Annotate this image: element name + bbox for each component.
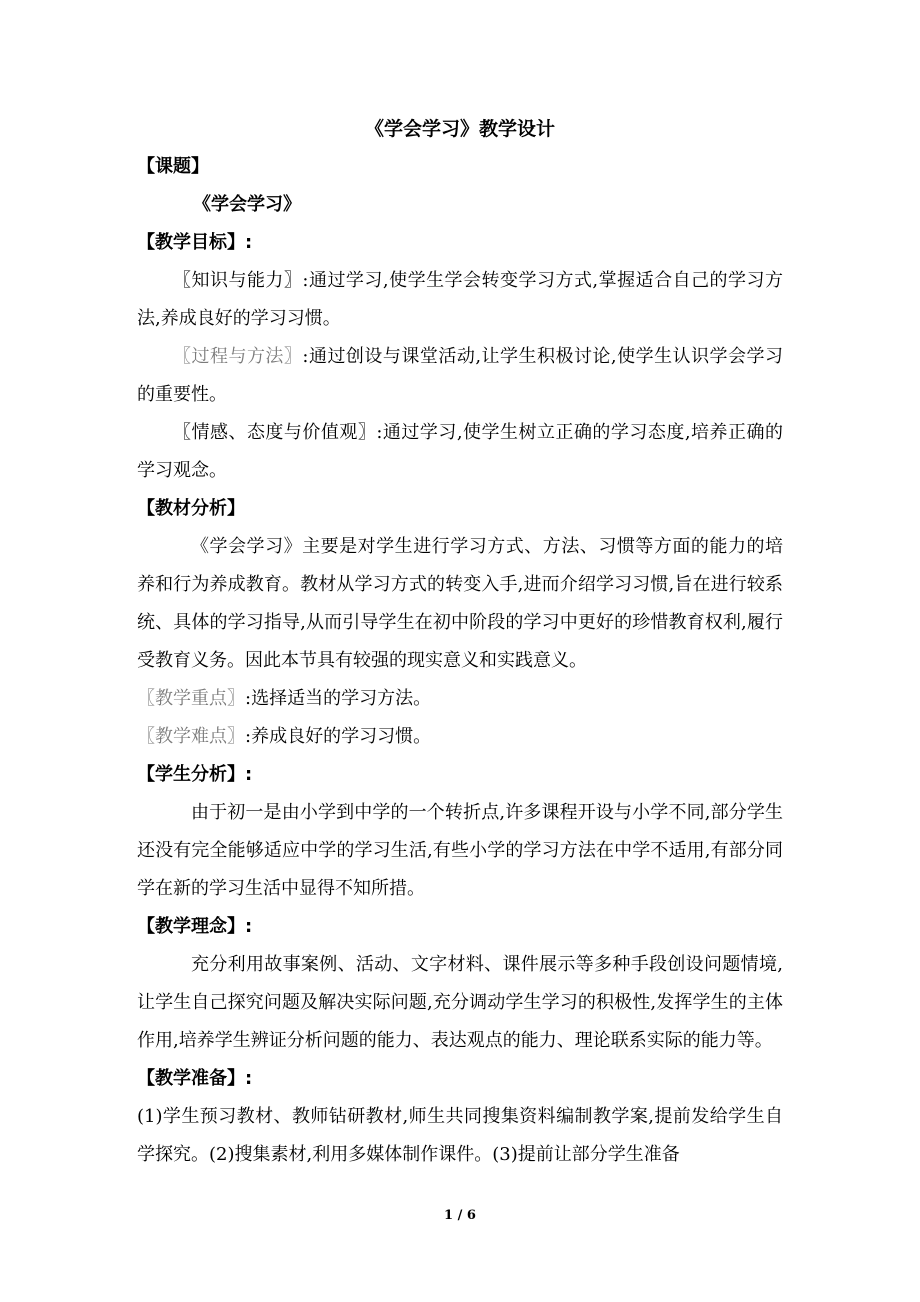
teaching-difficulty-text: :养成良好的学习习惯。 — [245, 726, 432, 747]
teaching-philosophy-text: 充分利用故事案例、活动、文字材料、课件展示等多种手段创设问题情境,让学生自己探究问题及解决实际问题,充分调动学生学习的积极性,发挥学生的主体作用,培养学生辨证分析问题的能力、表达观点的能力、理论联系实际的能力等。 — [137, 954, 783, 1051]
section-heading-students: 【学生分析】: — [137, 764, 253, 785]
section-heading-topic: 【课题】 — [137, 156, 209, 177]
goal-emotion-text: :通过学习,使学生树立正确的学习态度,培养正确的学习观念。 — [137, 422, 784, 481]
goal-knowledge — [137, 262, 783, 338]
teaching-key-text: :选择适当的学习方法。 — [245, 688, 432, 709]
goal-emotion — [137, 414, 783, 490]
student-analysis-text: 由于初一是由小学到中学的一个转折点,许多课程开设与小学不同,部分学生还没有完全能够适应中学的学习生活,有些小学的学习方法在中学不适用,有部分同学在新的学习生活中显得不知所措。 — [137, 802, 783, 899]
section-heading-philosophy: 【教学理念】: — [137, 916, 253, 937]
section-heading-material: 【教材分析】 — [137, 498, 245, 519]
teaching-key-point — [137, 680, 783, 718]
document-body — [137, 116, 783, 1174]
teaching-difficulty-label: 〖教学难点〗 — [137, 726, 245, 747]
goal-process — [137, 338, 783, 414]
goal-process-text: :通过创设与课堂活动,让学生积极讨论,使学生认识学会学习的重要性。 — [137, 346, 784, 405]
teaching-key-label: 〖教学重点〗 — [137, 688, 245, 709]
goal-emotion-label: 〖情感、态度与价值观〗 — [173, 422, 377, 443]
goal-knowledge-text: :通过学习,使学生学会转变学习方式,掌握适合自己的学习方法,养成良好的学习习惯。 — [137, 270, 784, 329]
teaching-preparation-text: (1)学生预习教材、教师钻研教材,师生共同搜集资料编制教学案,提前发给学生自学探究。(2)搜集素材,利用多媒体制作课件。(3)提前让部分学生准备 — [137, 1106, 783, 1165]
material-analysis-text: 《学会学习》主要是对学生进行学习方式、方法、习惯等方面的能力的培养和行为养成教育。教材从学习方式的转变入手,进而介绍学习习惯,旨在进行较系统、具体的学习指导,从而引导学生在初中阶段的学习中更好的珍惜教育权利,履行受教育义务。因此本节具有较强的现实意义和实践意义。 — [137, 536, 783, 671]
goal-knowledge-label: 〖知识与能力〗 — [173, 270, 303, 291]
page-number: 1 / 6 — [444, 1208, 476, 1223]
document-title: 《学会学习》教学设计 — [364, 118, 555, 140]
section-heading-preparation: 【教学准备】: — [137, 1068, 253, 1089]
topic-value: 《学会学习》 — [193, 194, 301, 215]
teaching-difficulty — [137, 718, 783, 756]
goal-process-label: 〖过程与方法〗 — [173, 346, 303, 367]
section-heading-goals: 【教学目标】: — [137, 232, 253, 253]
